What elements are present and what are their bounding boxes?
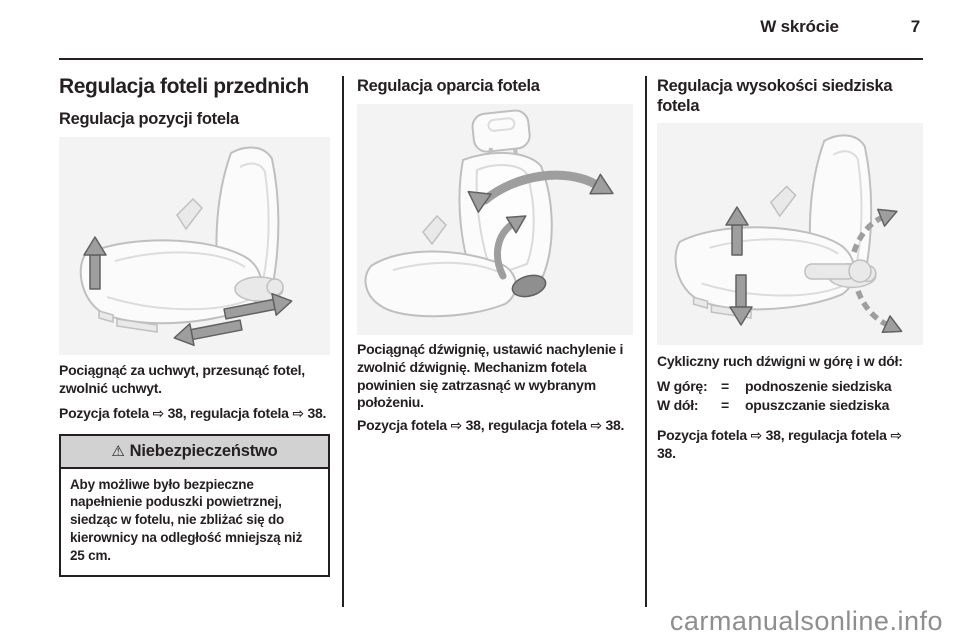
- danger-warning-box: [59, 434, 330, 577]
- equals-sign: =: [721, 378, 729, 395]
- lever-direction-table: [657, 377, 923, 414]
- direction-term: W dół:: [657, 396, 699, 413]
- height-lever: [805, 264, 855, 279]
- seat-backrest-drawing: [357, 104, 633, 335]
- equals-sign: =: [721, 396, 729, 413]
- column-seat-position: [59, 75, 330, 577]
- seat-height-drawing: [657, 123, 923, 345]
- seat-side-drawing: [59, 137, 330, 355]
- pump-down-arc: [858, 291, 886, 324]
- backrest-illustration: [357, 104, 633, 335]
- pump-up-arrow-icon: [878, 203, 901, 226]
- subsection-heading-backrest: Regulacja oparcia fotela: [357, 77, 540, 95]
- page-header: [59, 17, 920, 37]
- instruction-text: Cykliczny ruch dźwigni w górę i w dół:: [657, 353, 903, 370]
- cross-reference: Pozycja fotela ⇨ 38, regulacja fotela ⇨ 38.: [657, 427, 902, 461]
- instruction-text: Pociągnąć za uchwyt, przesunąć fotel, zwolnić uchwyt.: [59, 362, 305, 397]
- direction-term: W górę:: [657, 378, 708, 395]
- column-divider-2: [645, 76, 647, 607]
- warning-body-text: Aby możliwe było bezpieczne napełnienie poduszki powietrznej, siedząc w fotelu, nie zbliżać się do kierownicy na odległość mniejszą niż 25 cm.: [70, 476, 303, 563]
- pump-down-arrow-icon: [882, 316, 905, 339]
- column-divider-1: [342, 76, 344, 607]
- instruction-text: Pociągnąć dźwignię, ustawić nachylenie i zwolnić dźwignię. Mechanizm fotela powinien się zatrzasnąć w wybranym położeniu.: [357, 341, 624, 411]
- warning-triangle-icon: ⚠: [111, 442, 125, 460]
- page-number: 7: [910, 17, 920, 36]
- watermark: carmanualsonline.info: [669, 606, 943, 636]
- direction-description: opuszczanie siedziska: [745, 396, 890, 413]
- warning-header: [61, 436, 328, 469]
- column-seat-height: [657, 75, 923, 463]
- header-rule: [59, 58, 923, 60]
- seat-height-illustration: [657, 123, 923, 345]
- chapter-heading: Regulacja foteli przednich: [59, 75, 309, 98]
- warning-title: Niebezpieczeństwo: [129, 441, 278, 460]
- cross-reference: Pozycja fotela ⇨ 38, regulacja fotela ⇨ 38.: [59, 404, 327, 421]
- cross-reference: Pozycja fotela ⇨ 38, regulacja fotela ⇨ 38.: [357, 417, 625, 434]
- subsection-heading-seat-height: Regulacja wysokości siedziska fotela: [657, 77, 893, 116]
- section-title: W skrócie: [760, 17, 839, 36]
- direction-description: podnoszenie siedziska: [745, 378, 892, 395]
- subsection-heading-seat-position: Regulacja pozycji fotela: [59, 110, 239, 129]
- column-backrest-adjustment: [357, 75, 633, 435]
- seat-position-illustration: [59, 137, 330, 355]
